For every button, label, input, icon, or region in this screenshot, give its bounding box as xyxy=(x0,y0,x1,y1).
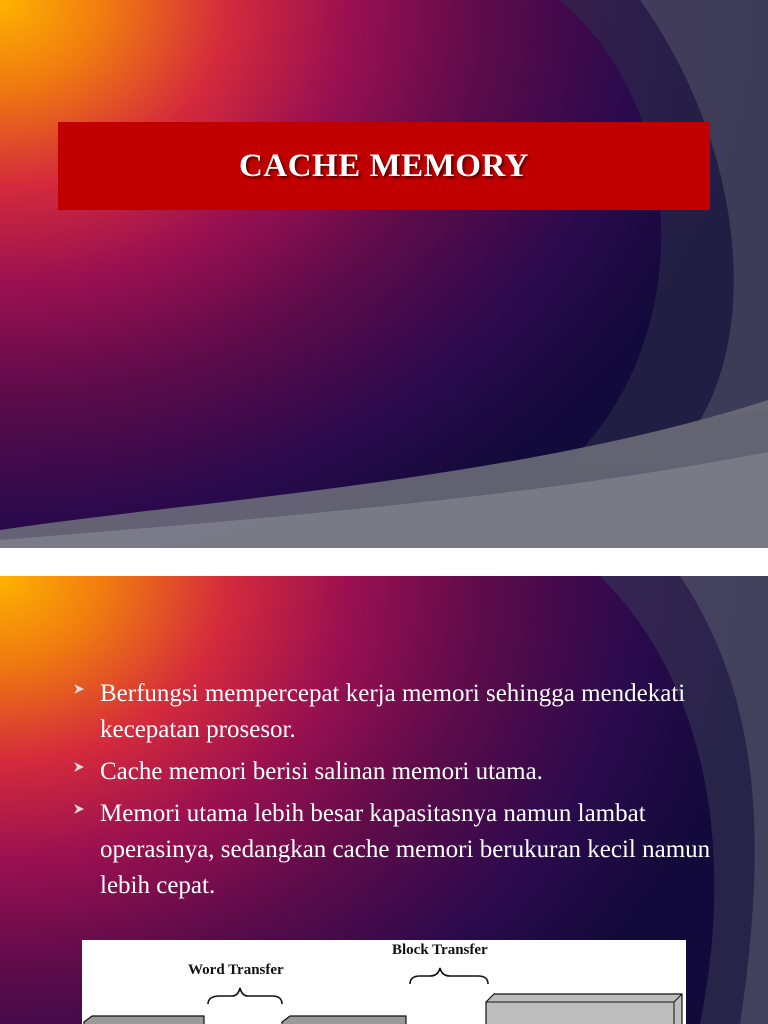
bullet-text: Berfungsi mempercepat kerja memori sehingga mendekati kecepatan prosesor. xyxy=(100,680,686,743)
block-transfer-label: Block Transfer xyxy=(392,942,488,958)
bullet-text: Cache memori berisi salinan memori utama. xyxy=(100,758,543,785)
arrow-bullet-icon xyxy=(72,760,86,774)
cache-block xyxy=(282,1016,406,1024)
arrow-bullet-icon xyxy=(72,682,86,696)
title-banner xyxy=(58,122,710,210)
slide-content xyxy=(0,576,768,1024)
block-transfer-brace xyxy=(410,968,488,984)
arrow-bullet-icon xyxy=(72,802,86,816)
bullet-list xyxy=(72,676,712,910)
cpu-block xyxy=(84,1016,204,1024)
list-item xyxy=(72,796,712,904)
word-transfer-brace xyxy=(208,988,282,1004)
list-item xyxy=(72,754,712,790)
slide-gap xyxy=(0,548,768,576)
main-memory-block xyxy=(486,994,682,1024)
bullet-text: Memori utama lebih besar kapasitasnya namun lambat operasinya, sedangkan cache memori berukuran kecil namun lebih cepat. xyxy=(100,800,711,899)
word-transfer-label: Word Transfer xyxy=(188,962,284,978)
list-item xyxy=(72,676,712,748)
cache-transfer-diagram xyxy=(82,940,686,1024)
diagram-shapes xyxy=(82,940,686,1024)
slide-title-text: CACHE MEMORY xyxy=(239,147,529,184)
